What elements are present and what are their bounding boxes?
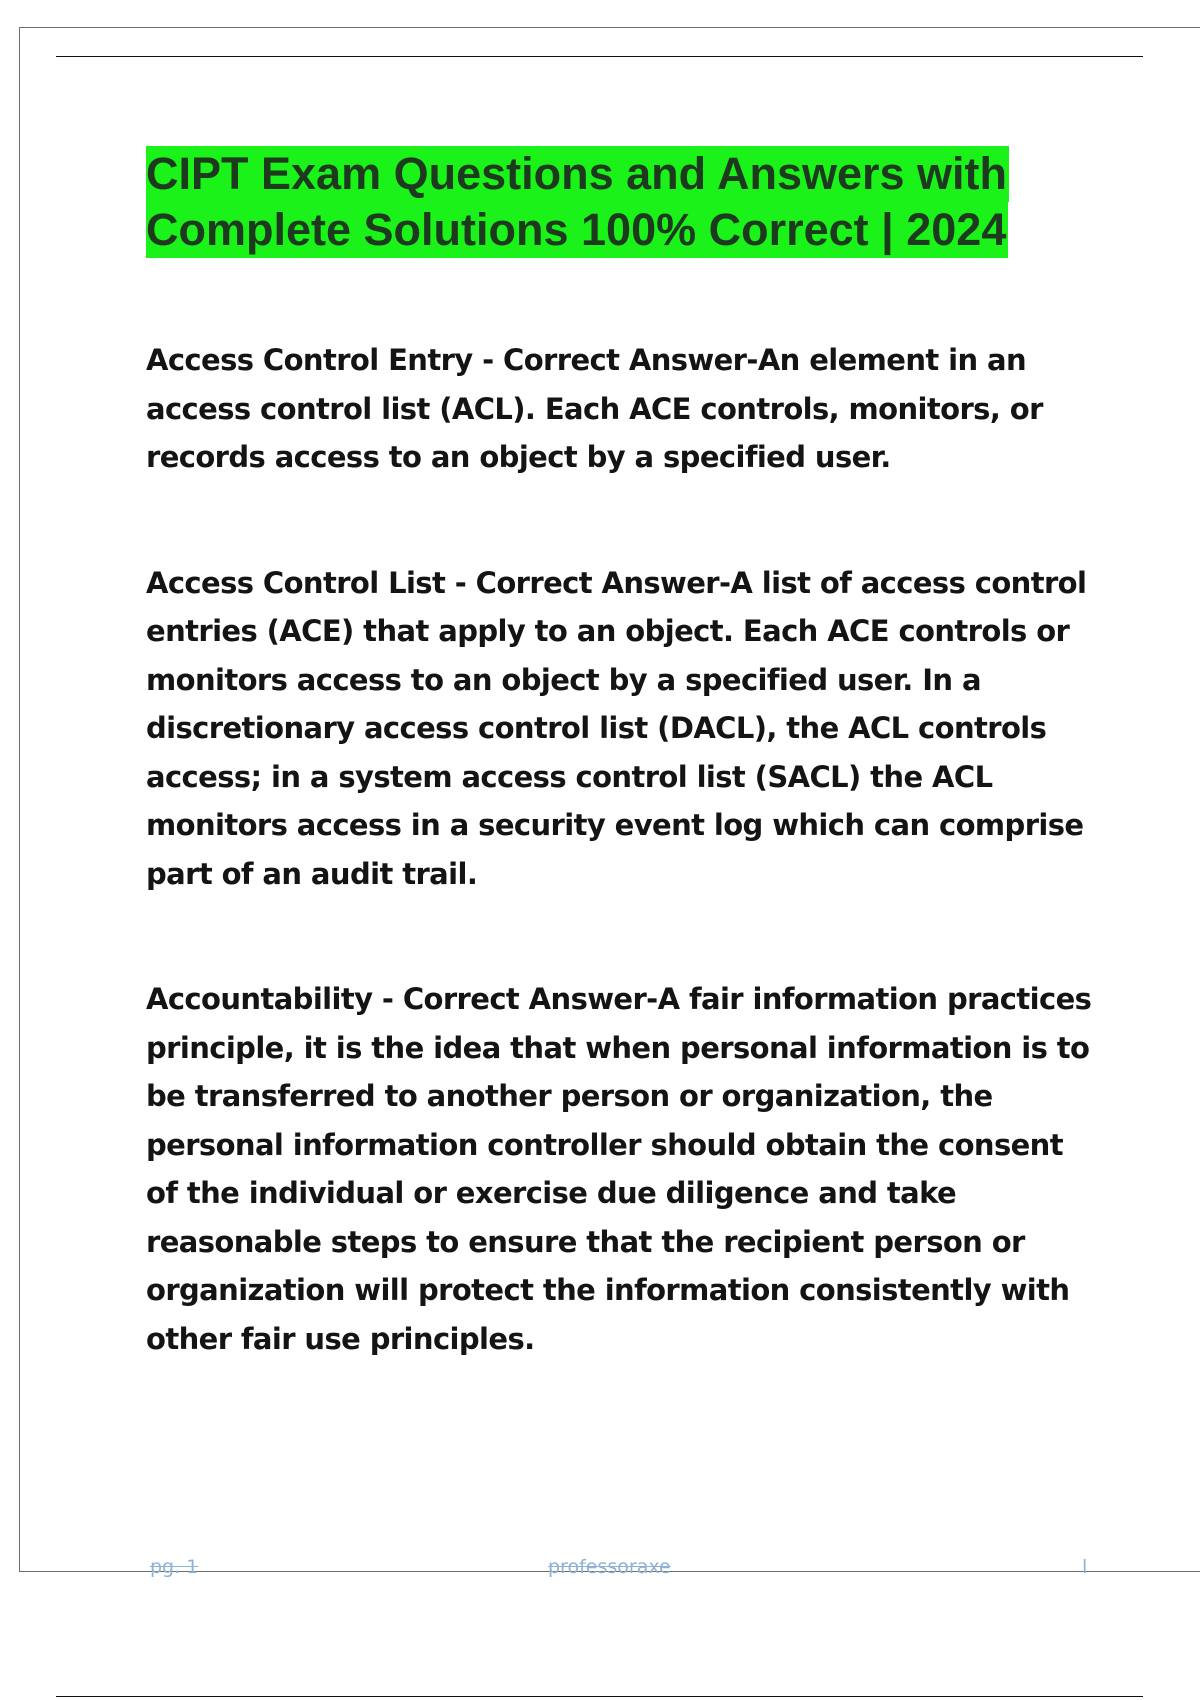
entry-access-control-entry: Access Control Entry - Correct Answer-An element in an access control list (ACL). Each ACE controls, monitors, or records access to an object by a specified user. <box>146 343 1043 474</box>
title-line-2: Complete Solutions 100% Correct | 2024 <box>146 202 1008 258</box>
header-rule <box>56 56 1143 57</box>
entry-access-control-list: Access Control List - Correct Answer-A list of access control entries (ACE) that apply to an object. Each ACE controls or monitors access to an object by a specified user. In a discretionary access control list (DACL), the ACL controls access; in a system access control list (SACL) the ACL monitors access in a security event log which can comprise part of an audit trail. <box>146 565 1087 891</box>
document-title <box>146 146 1071 258</box>
entry-accountability: Accountability - Correct Answer-A fair information practices principle, it is the idea that when personal information is to be transferred to another person or organization, the personal information controller should obtain the consent of the individual or exercise due diligence and take reasonable steps to ensure that the recipient person or organization will protect the information consistently with other fair use principles. <box>146 982 1092 1356</box>
page-footer <box>0 1556 1200 1586</box>
footer-page-number: pg. 1 <box>150 1556 199 1578</box>
bottom-rule <box>56 1696 1143 1697</box>
entries-list <box>146 336 1096 1363</box>
footer-right-mark: l <box>1082 1556 1088 1578</box>
footer-author: professoraxe <box>548 1556 671 1578</box>
title-line-1: CIPT Exam Questions and Answers with <box>146 146 1009 202</box>
